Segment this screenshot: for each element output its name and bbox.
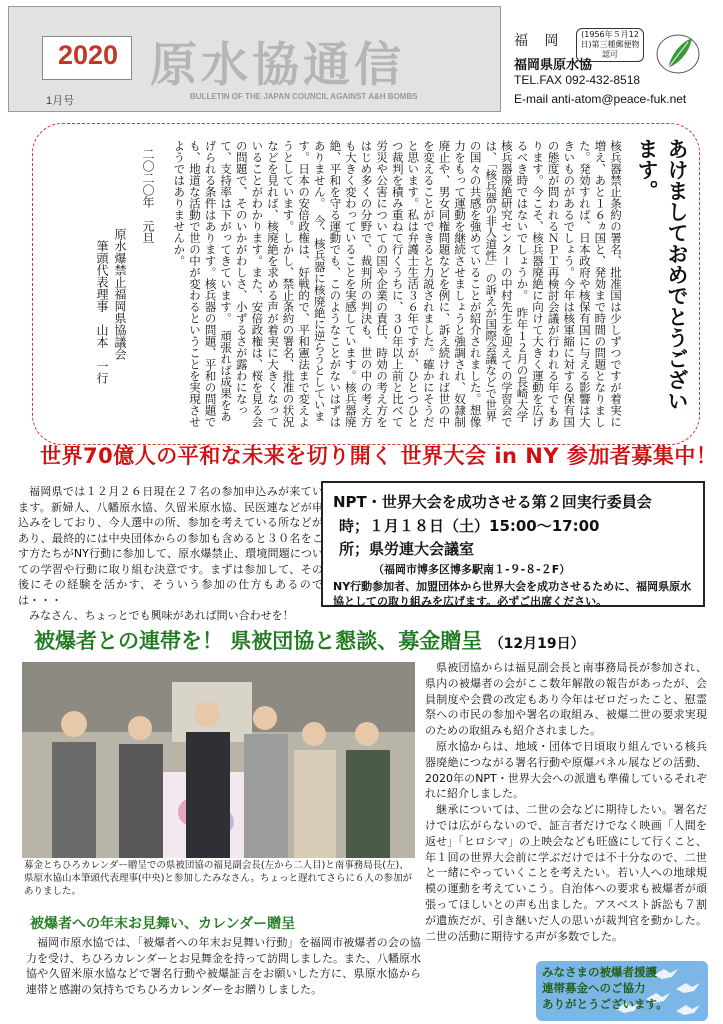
publisher-name: 福岡県原水協 — [514, 58, 593, 73]
year-end-article — [26, 935, 421, 997]
leaf-logo-icon — [654, 32, 702, 74]
greeting-body: 核兵器禁止条約の署名、批准国は少しずつですが着実に増え、あと１６ヵ国と、発効まで時間の問題となりました。発効すれば、日本政府や核保有国に与える影響は大きいものがあるでしょう。今年は核軍縮に対する保有国の態度が問われるＮＰＴ再検討会議が行われる年でもあります。今こそ、核兵器廃絶に向けて大きく運動を広げるべき時ではないでしょうか。 昨年１２月の長崎大学核兵器廃絶研究センターの中村先生を迎えての学習会では、「核兵器の非人道性」の訴えが国際会議などで世界の国々の共感を強めていることが紹介されました。想像力をもって運動を継続させましょうと強調され、奴隷制廃止や、男女同権問題などを例に、訴え続ければ世の中を変えることができると力説されました。確かにそうだと思います。私は弁護士生活３６年ですが、ひとつひとつ裁判を積み重ねて行くうちに、３０年以上前と比べて労災や公害についての国や企業の責任、時効の考え方をはじめ多くの分野で、裁判所の判決も、世の中の考え方も大きく変わっていることを実感しています。核兵器廃絶、平和を守る運動でも、このようなことがないはずはありません。 今、核兵器に核廃絶に逆らうとしています。日本の安倍政権は、好戦的で、平和憲法まで変えようとしています。しかし、禁止条約の署名、批准の状況などを見れば、核廃絶を求める声が着実に大きくなっていることがわかります。また、安倍政権は、桜を見る会の問題で、そのいかがわしさ、小ずるさが露わになって、支持率は下がってきています。 頑張れば成果をあげられる条件はあります。核兵器の問題、平和の問題でも、地道な活動で世の中が変わるということを実現させようではありませんか。 — [172, 140, 623, 428]
photo-caption: 募金とちひろカレンダー贈呈での県被団協の福見副会長(左から二人目)と南事務局長(左)、県原水協山本筆頭代表理事(中央)と参加したみなさん。ちょっと遅れてさらに６人の参加がありました。 — [24, 860, 412, 897]
signature-organization: 原水爆禁止福岡県協議会 — [113, 228, 127, 360]
hibakusha-banner-text: 被爆者との連帯を！ 県被団協と懇談、募金贈呈 — [34, 629, 483, 653]
world-conference-banner: 世界70億人の平和な未来を切り開く 世界大会 in NY 参加者募集中！ — [40, 444, 718, 468]
masthead-title: 原水協通信 — [150, 38, 405, 93]
donation-line: みなさまの被爆者援護 — [542, 965, 657, 979]
npt-meeting-time: 時；１月１８日（土）15:00～17:00 — [339, 517, 600, 535]
masthead-issue: 1月号 — [46, 95, 75, 107]
hibakusha-paragraph: 継承については、二世の会などに期待したい。署名だけでは広がらないので、証言者だけでなく映画「人間を返せ」「ヒロシマ」の上映会なども旺盛にして行くこと、年１回の世界大会前に学ぶだけでは不十分なので、二世と一緒にやっていくことを考えたい。若い人への地球規模の運動を考えていこう。自治体への要求も被爆者が頑張ってほしいとの声も出ました。アスベスト訴訟も７割が遺族だが、引き継いだ人の思いが裁判官を動かした。二世の活動に期待する声が多数でした。 — [425, 803, 707, 943]
publisher-email: E-mail anti-atom@peace-fuk.net — [514, 92, 687, 106]
world-conference-article — [18, 484, 323, 624]
npt-meeting-address: （福岡市博多区博多駅南１-９-８-２F） — [373, 563, 571, 576]
donation-line: 連帯募金へのご協力 — [542, 981, 646, 995]
group-photo — [22, 662, 415, 858]
publisher-date: (1956年５月12日)第三種郵便物認可 — [576, 28, 644, 62]
npt-meeting-note: NY行動参加者、加盟団体から世界大会を成功させるために、福岡県原水協としての取り組みを広げます。必ずご出席ください。 — [333, 580, 692, 608]
hibakusha-banner — [34, 625, 585, 655]
greeting-heading: あけましておめでとうございます。 — [635, 138, 690, 411]
masthead-subtitle: BULLETIN OF THE JAPAN COUNCIL AGAINST A&H BOMBS — [190, 92, 418, 101]
donation-line: ありがとうございます。 — [542, 997, 668, 1011]
hibakusha-paragraph: 原水協からは、地域・団体で日頃取り組んでいる核兵器廃絶につながる署名行動や原爆パネル展などの活動、2020年のNPT・世界大会への派遣も準備しているそれぞれに紹介しました。 — [425, 739, 707, 801]
npt-meeting-box — [321, 481, 705, 607]
npt-meeting-title: NPT・世界大会を成功させる第２回実行委員会 — [333, 493, 652, 511]
hibakusha-paragraph: 県被団協からは福見副会長と南事務局長が参加され、県内の被爆者の会がここ数年解散の報告があったが、会員制度や会費の改定もあり今年はゼロだったこと、慰霊祭への市民の参加や署名の取組み、被爆二世の要求実現のための取組みも紹介されました。 — [425, 661, 707, 738]
year-end-paragraph: 福岡市原水協では、「被爆者への年末お見舞い行動」を福岡市被爆者の会の協力を受け、ちひろカレンダーとお見舞金を持って訪問しました。また、八幡原水協や久留米原水協などで署名行動や被爆証言をお願いした方に、県原水協から連帯と感謝の気持ちでちひろカレンダーをお贈りしました。 — [26, 936, 421, 996]
donation-thanks-text — [542, 964, 668, 1012]
world-conference-call: みなさん、ちょっとでも興味があれば問い合わせを！ — [29, 609, 294, 622]
publisher-place: 福 岡 — [514, 33, 565, 49]
masthead-year: 2020 — [57, 40, 119, 70]
signature-person: 筆頭代表理事 山本 一行 — [95, 240, 109, 384]
publisher-tel: TEL.FAX 092-432-8518 — [514, 73, 641, 87]
world-conference-paragraph: 福岡県では１２月２６日現在２７名の参加申込みが来ています。新婦人、八幡原水協、久留米原水協、民医連などが申込みをしており、今人選中の所、参加を考えている所などがあり、最終的には中央団体からの参加も含めると３０名をこす方たちがNY行動に参加して、原水爆禁止、環境問題についての学習や行動に取り組む決意です。まずは参加して、その後にその経験を活かす、そういう参加の仕方もあるのでは・・・ — [18, 485, 323, 607]
hibakusha-article — [425, 660, 707, 944]
npt-meeting-place: 所；県労連大会議室 — [339, 540, 475, 558]
hibakusha-banner-date: （12月19日） — [489, 636, 585, 652]
signature-date: 二〇二〇年 元旦 — [141, 148, 155, 244]
year-end-title: 被爆者への年末お見舞い、カレンダー贈呈 — [30, 916, 296, 932]
donation-thanks-box — [536, 961, 708, 1021]
